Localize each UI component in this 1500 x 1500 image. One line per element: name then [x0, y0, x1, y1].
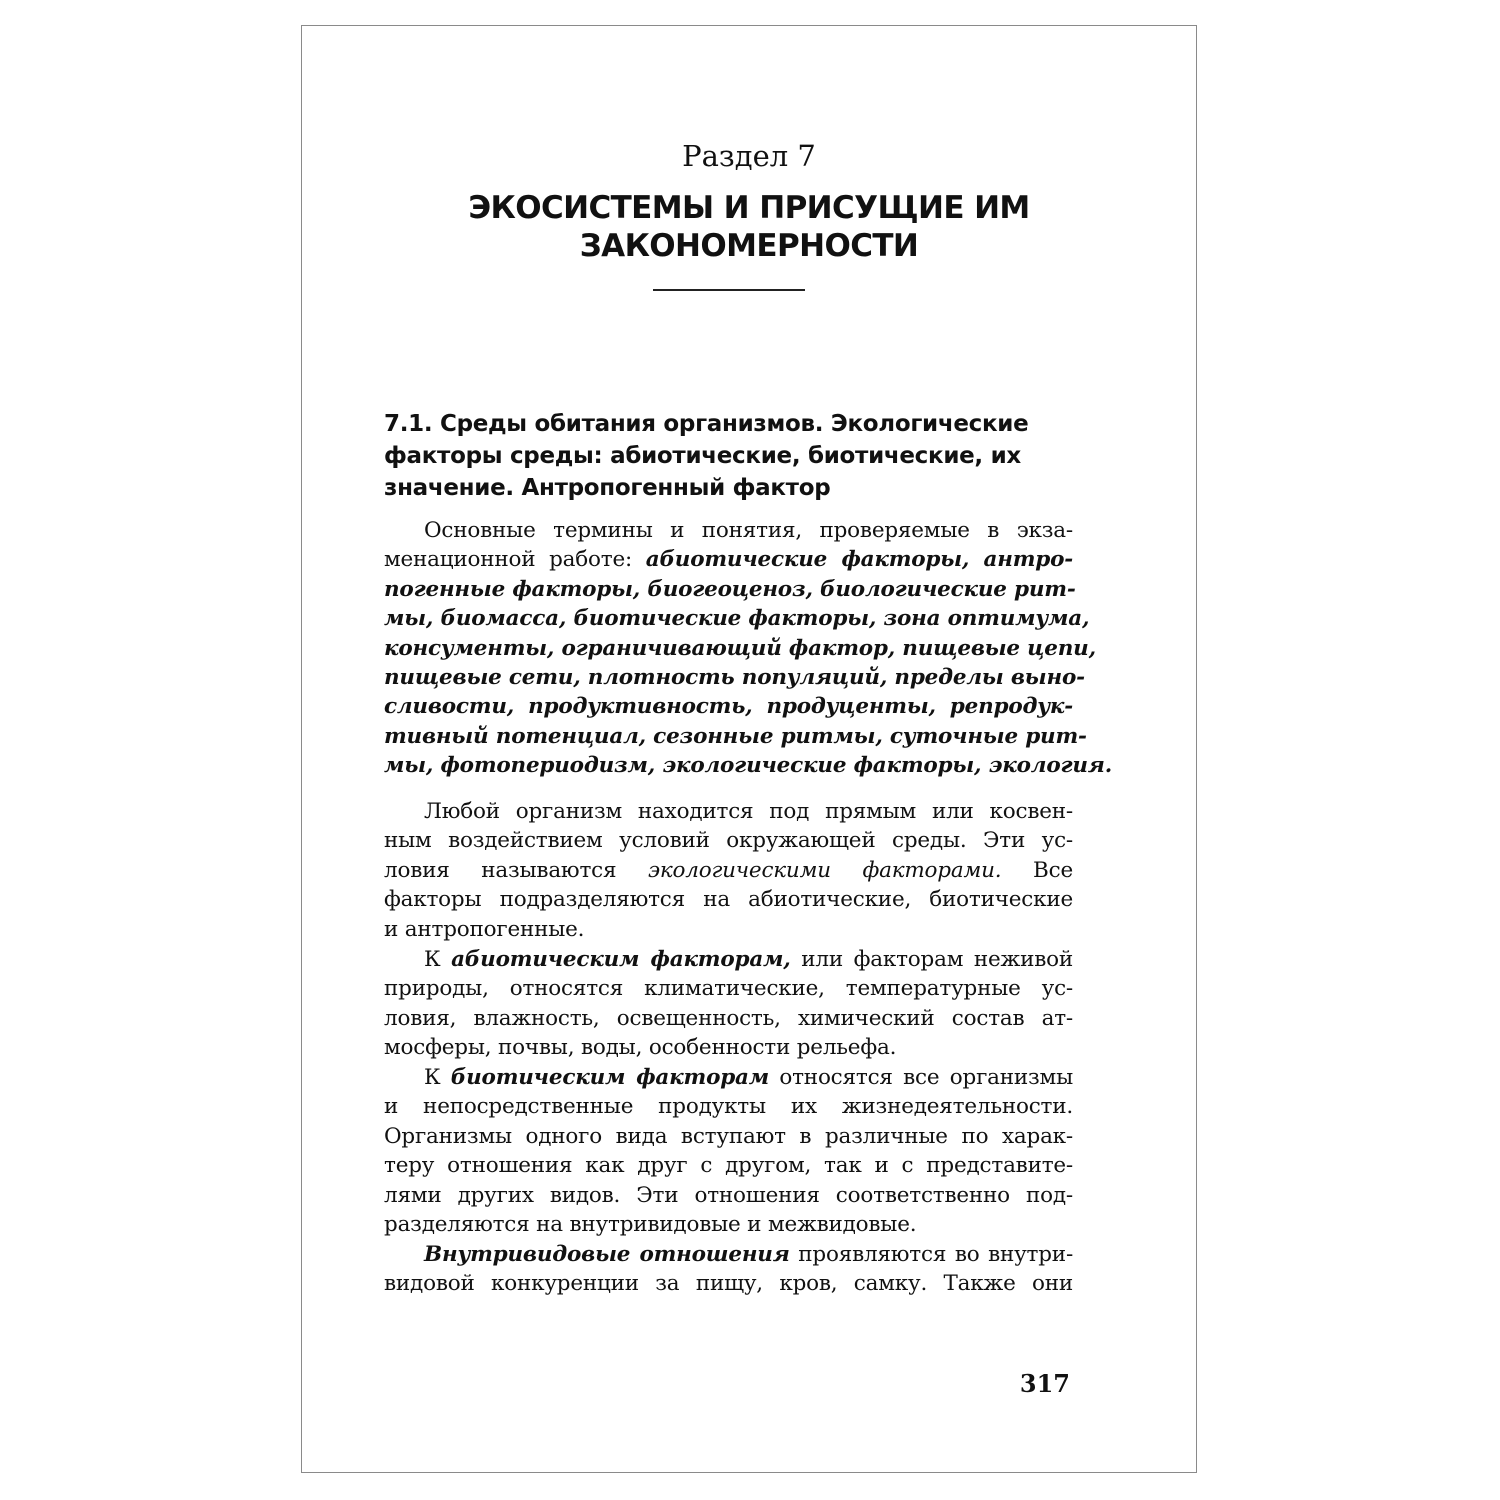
book-page — [301, 25, 1197, 1473]
term-emphasis: абиотические факторы, антро- — [645, 547, 1073, 573]
page-number: 317 — [1019, 1369, 1070, 1398]
text-line: лями других видов. Эти отношения соответственно под- — [384, 1182, 1073, 1208]
text-line: консументы, ограничивающий фактор, пищевые цепи, — [384, 635, 1096, 661]
paragraph-intraspecific — [384, 1240, 1073, 1299]
term-emphasis: биотическим факторам — [450, 1065, 770, 1090]
text-line: менационной работе: абиотические факторы, антро- — [384, 547, 1073, 573]
paragraph-intro — [384, 797, 1073, 944]
subsection-heading-line-2: факторы среды: абиотические, биотические, их — [384, 443, 1021, 469]
text-line: природы, относятся климатические, температурные ус- — [384, 976, 1073, 1002]
text-line: мы, биомасса, биотические факторы, зона оптимума, — [384, 606, 1090, 632]
term-emphasis: Внутривидовые отношения — [424, 1242, 790, 1267]
term-emphasis: экологическими факторами. — [647, 857, 1002, 883]
text-line: видовой конкуренции за пищу, кров, самку. Также они — [384, 1271, 1073, 1297]
paragraph-abiotic — [384, 945, 1073, 1063]
text-line: Основные термины и понятия, проверяемые в экза- — [424, 518, 1073, 543]
subsection-heading — [384, 408, 1084, 504]
title-divider — [653, 289, 805, 291]
text-line: разделяются на внутривидовые и межвидовые. — [384, 1211, 917, 1237]
term-emphasis: абиотическим факторам, — [451, 947, 791, 972]
text-line: ловия, влажность, освещенность, химический состав ат- — [384, 1005, 1073, 1031]
text-line: факторы подразделяются на абиотические, биотические — [384, 887, 1073, 913]
text-line: и непосредственные продукты их жизнедеятельности. — [384, 1094, 1073, 1120]
subsection-heading-line-1: 7.1. Среды обитания организмов. Экологические — [384, 411, 1029, 437]
section-label: Раздел 7 — [682, 139, 816, 173]
text-line: теру отношения как друг с другом, так и с представите- — [384, 1153, 1073, 1179]
section-title-line-2: ЗАКОНОМЕРНОСТИ — [579, 228, 919, 264]
subsection-heading-line-3: значение. Антропогенный фактор — [384, 475, 831, 501]
text-line: мосферы, почвы, воды, особенности рельефа. — [384, 1035, 897, 1061]
section-title — [302, 189, 1196, 265]
section-title-line-1: ЭКОСИСТЕМЫ И ПРИСУЩИЕ ИМ — [468, 190, 1030, 226]
text-line: Организмы одного вида вступают в различные по харак- — [384, 1123, 1073, 1149]
text-line: тивный потенциал, сезонные ритмы, суточные рит- — [384, 723, 1087, 749]
paragraph-key-terms — [384, 516, 1112, 781]
text-line: мы, фотопериодизм, экологические факторы, экология. — [384, 753, 1112, 779]
text-line: сливости, продуктивность, продуценты, репродук- — [384, 694, 1073, 720]
text-line: К абиотическим факторам, или факторам неживой — [424, 947, 1073, 972]
text-line: ловия называются экологическими факторами. Все — [384, 857, 1073, 883]
text-line: Любой организм находится под прямым или косвен- — [424, 799, 1073, 824]
text-line: погенные факторы, биогеоценоз, биологические рит- — [384, 576, 1076, 602]
paragraph-biotic — [384, 1063, 1073, 1239]
text-line: К биотическим факторам относятся все организмы — [424, 1065, 1073, 1090]
text-line: пищевые сети, плотность популяций, пределы выно- — [384, 664, 1085, 690]
text-line: Внутривидовые отношения проявляются во внутри- — [424, 1242, 1074, 1267]
text-line: ным воздействием условий окружающей среды. Эти ус- — [384, 828, 1073, 854]
text-line: и антропогенные. — [384, 916, 585, 942]
